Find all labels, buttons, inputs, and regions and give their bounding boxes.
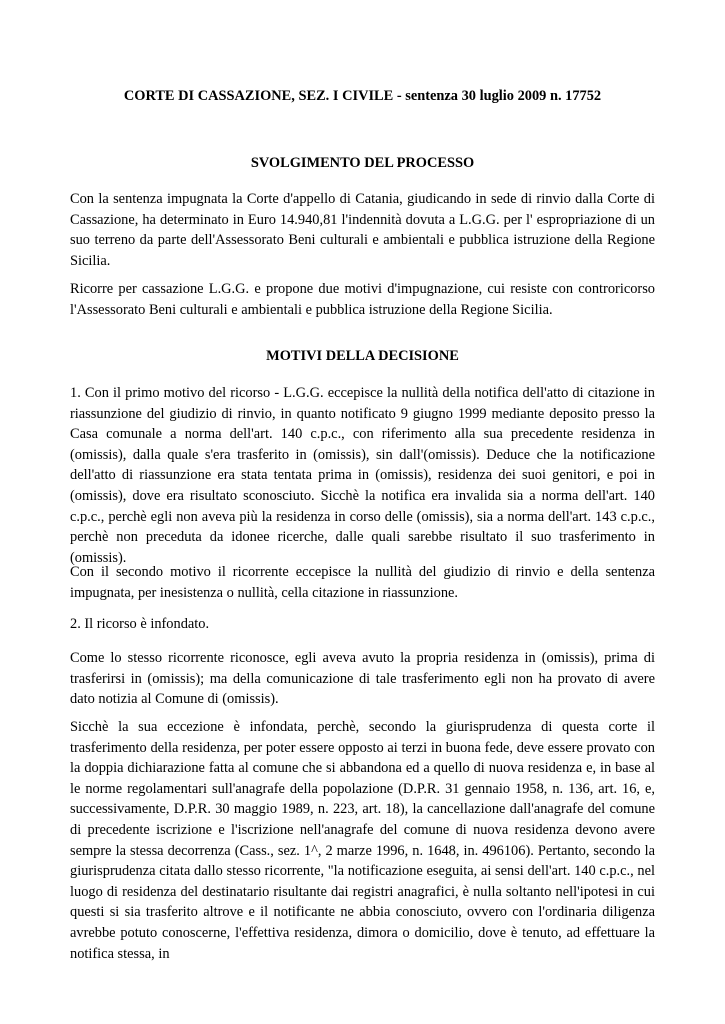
paragraph: 1. Con il primo motivo del ricorso - L.G.G. eccepisce la nullità della notifica dell'atto di citazione in riassunzione del giudizio di rinvio, in quanto notificato 9 giugno 1999 mediante deposito presso la Casa comunale a norma dell'art. 140 c.p.c., con riferimento alla sua precedente residenza in (omissis), dalla quale s'era trasferito in (omissis), sin dall'(omissis). Deduce che la notificazione dell'atto di riassunzione era stata tentata prima in (omissis), residenza dei suoi genitori, e poi in (omissis), dove era risultato sconosciuto. Sicchè la notifica era invalida sia a norma dell'art. 140 c.p.c., perchè egli non aveva più la residenza in corso delle (omissis), sia a norma dell'art. 143 c.p.c., perchè non preceduta da idonee ricerche, dalle quali sarebbe risultato il suo trasferimento in (omissis). [70, 385, 655, 566]
section-heading-svolgimento: SVOLGIMENTO DEL PROCESSO [250, 155, 475, 171]
paragraph: Come lo stesso ricorrente riconosce, egli aveva avuto la propria residenza in (omissis), prima di trasferirsi in (omissis); ma della comunicazione di tale trasferimento egli non ha provato di avere dato notizia al Comune di (omissis). [70, 650, 655, 708]
paragraph: Con la sentenza impugnata la Corte d'appello di Catania, giudicando in sede di rinvio dalla Corte di Cassazione, ha determinato in Euro 14.940,81 l'indennità dovuta a L.G.G. per l' espropriazione di un suo terreno da parte dell'Assessorato Beni culturali e ambientali e pubblica istruzione della Regione Sicilia. [70, 191, 655, 269]
paragraph: 2. Il ricorso è infondato. [70, 616, 210, 632]
section-heading-motivi: MOTIVI DELLA DECISIONE [266, 348, 459, 364]
paragraph: Con il secondo motivo il ricorrente eccepisce la nullità del giudizio di rinvio e della sentenza impugnata, per inesistenza o nullità, cella citazione in riassunzione. [70, 564, 655, 601]
paragraph: Ricorre per cassazione L.G.G. e propone due motivi d'impugnazione, cui resiste con controricorso l'Assessorato Beni culturali e ambientali e pubblica istruzione della Regione Sicilia. [70, 281, 655, 318]
paragraph: Sicchè la sua eccezione è infondata, perchè, secondo la giurisprudenza di questa corte il trasferimento della residenza, per poter essere opposto ai terzi in buona fede, deve essere provato con la doppia dichiarazione fatta al comune che si abbandona ed a quello di nuova residenza e, in base al le norme regolamentari sull'anagrafe della popolazione (D.P.R. 31 gennaio 1958, n. 136, art. 16, e, successivamente, D.P.R. 30 maggio 1989, n. 223, art. 18), la cancellazione dall'anagrafe del comune di precedente iscrizione e l'iscrizione nell'anagrafe del comune di nuova residenza devono avere sempre la stessa decorrenza (Cass., sez. 1^, 2 marze 1996, n. 1648, in. 496106). Pertanto, secondo la giurisprudenza citata dallo stesso ricorrente, "la notificazione eseguita, ai sensi dell'art. 140 c.p.c., nel luogo di residenza del destinatario risultante dai registri anagrafici, è nulla soltanto nell'ipotesi in cui questi si sia trasferito altrove e il notificante ne abbia conosciuto, ovvero con l'ordinaria diligenza avrebbe potuto conoscerne, l'effettiva residenza, dimora o domicilio, dove è tenuto, ad effettuare la notifica stessa, in [70, 719, 655, 962]
document-title: CORTE DI CASSAZIONE, SEZ. I CIVILE - sentenza 30 luglio 2009 n. 17752 [123, 88, 602, 104]
